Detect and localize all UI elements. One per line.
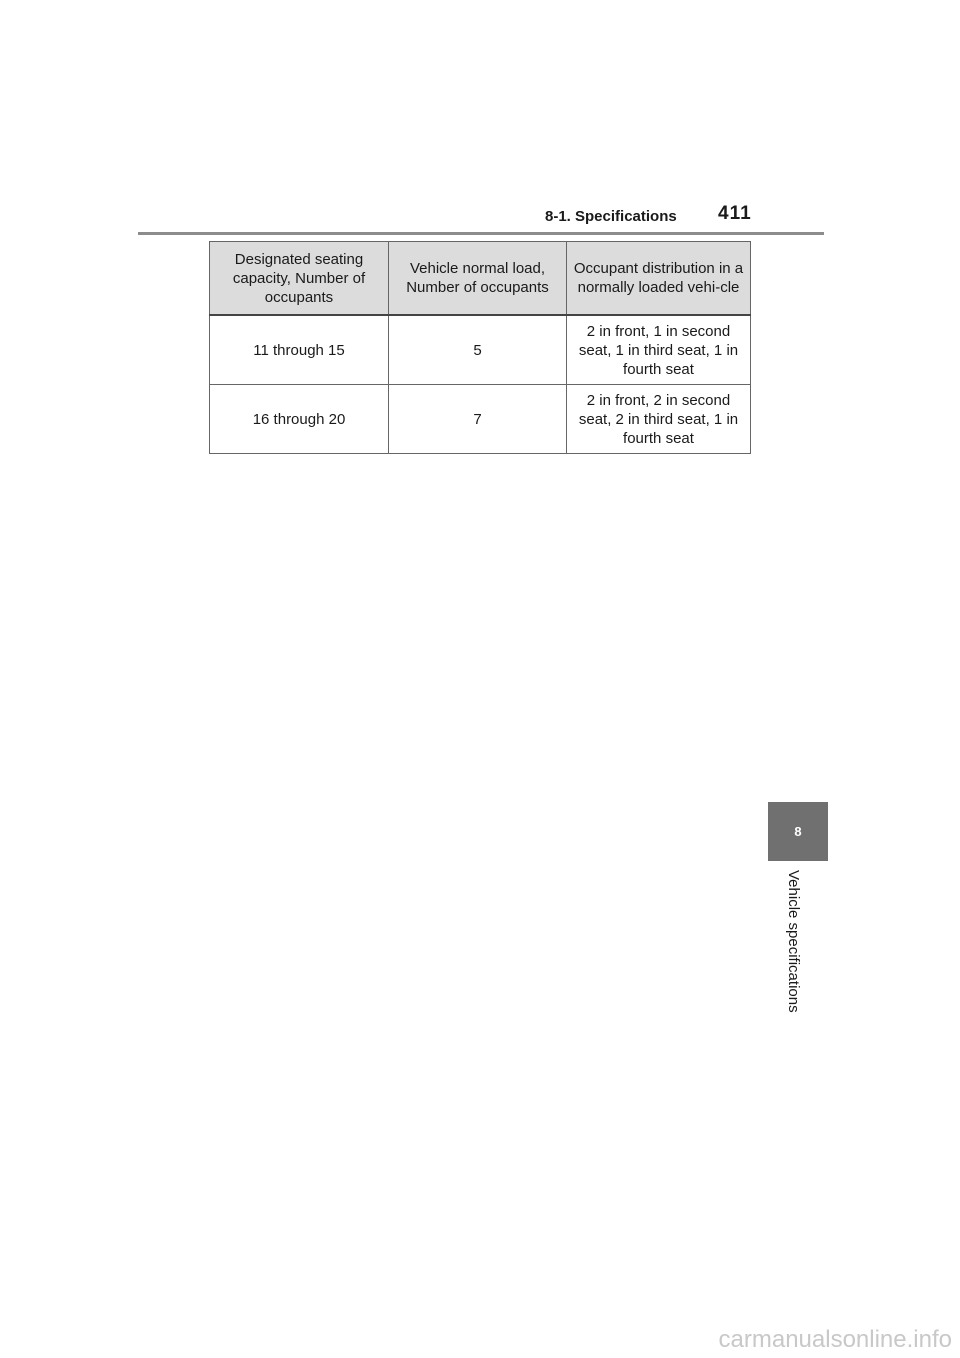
table-row <box>210 385 751 454</box>
chapter-label: Vehicle specifications <box>785 870 802 1013</box>
table-cell: 7 <box>389 385 567 454</box>
watermark: carmanualsonline.info <box>718 1326 952 1353</box>
column-header: Vehicle normal load, Number of occupants <box>389 242 567 316</box>
section-title: 8-1. Specifications <box>545 208 677 225</box>
chapter-tab <box>768 802 828 861</box>
table-row <box>210 315 751 385</box>
column-header: Designated seating capacity, Number of occupants <box>210 242 389 316</box>
table-cell: 2 in front, 1 in second seat, 1 in third seat, 1 in fourth seat <box>567 315 751 385</box>
page-number: 411 <box>718 203 752 224</box>
column-header: Occupant distribution in a normally loaded vehi-cle <box>567 242 751 316</box>
chapter-number: 8 <box>794 824 802 839</box>
header-divider <box>138 232 824 235</box>
table-cell: 2 in front, 2 in second seat, 2 in third seat, 1 in fourth seat <box>567 385 751 454</box>
table-header-row <box>210 242 751 316</box>
table-cell: 11 through 15 <box>210 315 389 385</box>
table-cell: 16 through 20 <box>210 385 389 454</box>
seating-capacity-table <box>209 241 751 454</box>
table-cell: 5 <box>389 315 567 385</box>
